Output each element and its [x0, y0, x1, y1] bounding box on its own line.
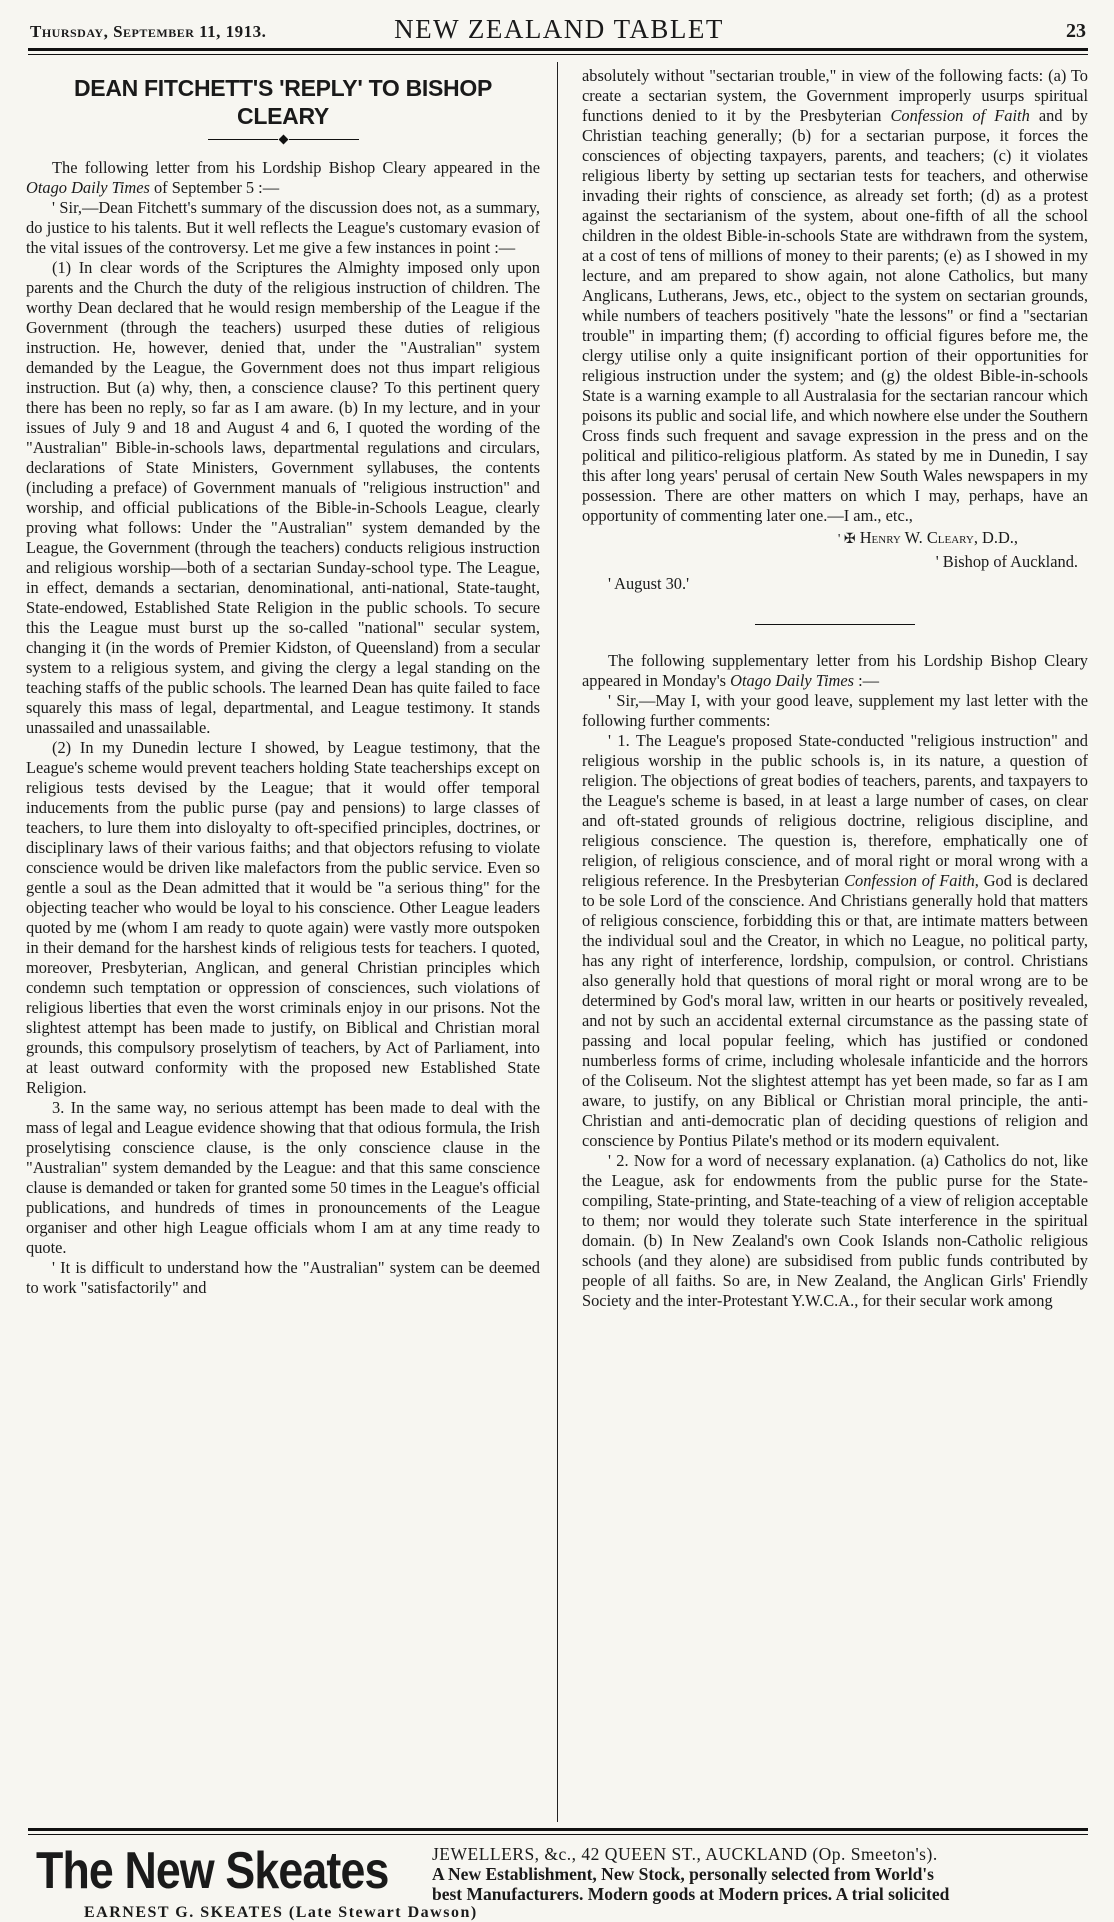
advert-rule-thin: [28, 1834, 1088, 1835]
letter-paragraph: ' 2. Now for a word of necessary explanation. (a) Catholics do not, like the League, ask for endowments from the public purse for the State-compiling, State-printing, and State-teaching of a view of religion acceptable to them; nor would they tolerate such State interference in the spiritual domain. (b) In New Zealand's own Cook Islands non-Catholic religious schools (and they alone) are subsidised from public funds contributed by people of all faiths. So are, in New Zealand, the Anglican Girls' Friendly Society and the inter-Protestant Y.W.C.A., for their secular work among: [582, 1151, 1088, 1310]
letter-paragraph: ' It is difficult to understand how the "Australian" system can be deemed to work "satisfactorily" and: [26, 1258, 540, 1297]
letter-paragraph: 3. In the same way, no serious attempt has been made to deal with the mass of legal and League evidence showing that that odious formula, the Irish proselytising conscience clause, is the only conscience clause in the "Australian" system demanded by the League: and that this same conscience clause is demanded or taken for granted some 50 times in the League's official publications, and hundreds of times in pronouncements of the League organiser and other high League officials whom I am at any time ready to quote.: [26, 1098, 540, 1257]
advert-proprietor: EARNEST G. SKEATES (Late Stewart Dawson): [84, 1904, 478, 1921]
signature-name: ' ✠ Henry W. Cleary, D.D.,: [837, 528, 1018, 547]
advertisement: [28, 1840, 1088, 1921]
article-intro: The following letter from his Lordship Bishop Cleary appeared in the Otago Daily Times of September 5 :—: [26, 158, 540, 197]
letter-paragraph: (1) In clear words of the Scriptures the Almighty imposed only upon parents and the Church the duty of the religious instruction of children. The worthy Dean declared that he would resign membership of the League if the Government (through the teachers) usurped these duties of religious instruction. He, however, denied that, under the "Australian" system demanded by the League, the Government does not thus impart religious instruction. But (a) why, then, a conscience clause? To this pertinent query there has been no reply, so far as I am aware. (b) In my lecture, and in your issues of July 9 and 18 and August 4 and 6, I quoted the wording of the "Australian" Bible-in-schools laws, departmental regulations and circulars, declarations of State Ministers, Government syllabuses, the contents (including a preface) of Government manuals of "religious instruction" and worship, and official publications of the Bible-in-Schools League, clearly proving what follows: Under the "Australian" system demanded by the League, the Government (through the teachers) conducts religious instruction and religious worship—both of a sectarian Sunday-school type. The League, in effect, demands a sectarian, denominational, anti-national, State-taught, State-endowed, Established State Religion in the public schools. To secure this the League must burst up the so-called "national" secular system, changing it (in the words of Premier Kidston, of Queensland) from a secular system to a religious system, and giving the clergy a legal standing on the teaching staffs of the public schools. The learned Dean has quite failed to face squarely this mass of legal, departmental, and League testimony. It stands unassailed and unassailable.: [26, 258, 540, 737]
headline-ornament: [26, 134, 540, 144]
section-separator: [755, 624, 915, 625]
supplement-intro: The following supplementary letter from his Lordship Bishop Cleary appeared in Monday's Otago Daily Times :—: [582, 651, 1088, 690]
diamond-ornament-icon: [278, 134, 288, 144]
advert-rule: [28, 1828, 1088, 1831]
masthead-rule-thin: [28, 54, 1088, 55]
letter-paragraph: (2) In my Dunedin lecture I showed, by League testimony, that the League's scheme would prevent teachers holding State teacherships except on religious tests devised by the League; that it would offer temporal inducements from the public purse (pay and pensions) to large classes of teachers, to lure them into disloyalty to oft-specified principles, doctrines, or disciplinary laws of their various faiths; and that objectors refusing to violate conscience would be driven like malefactors from the public service. Even so gentle a soul as the Dean admitted that it would be "a serious thing" for the objecting teacher who would be loyal to his conscience. Other League leaders quoted by me (whom I am ready to quote again) were vastly more outspoken in their demand for the harshest kinds of religious tests for teachers. I quoted, moreover, Presbyterian, Anglican, and general Christian principles which condemn such temptation or oppression of consciences, such violations of religious liberties that even the worst criminals enjoy in our prisons. Not the slightest attempt has been made to justify, on Biblical and Christian moral grounds, this compulsory proselytism of teachers, by Act of Parliament, into at least outward conformity with the proposed new Established State Religion.: [26, 738, 540, 1097]
advert-text: [432, 1844, 1092, 1904]
newspaper-reference: Otago Daily Times: [26, 178, 150, 197]
article-headline: DEAN FITCHETT'S 'REPLY' TO BISHOP CLEARY: [73, 75, 492, 129]
advert-line: best Manufacturers. Modern goods at Modern prices. A trial solicited: [432, 1884, 950, 1904]
letter-paragraph: ' Sir,—Dean Fitchett's summary of the discussion does not, as a summary, do justice to his talents. But it well reflects the League's customary evasion of the vital issues of the controversy. Let me give a few instances in point :—: [26, 198, 540, 257]
letter-paragraph: ' Sir,—May I, with your good leave, supplement my last letter with the following further comments:: [582, 691, 1088, 730]
cross-icon: ' ✠: [837, 532, 856, 547]
page-number: 23: [1066, 20, 1086, 42]
masthead-rule: [28, 48, 1088, 51]
right-column: [582, 66, 1088, 1311]
left-column: [26, 66, 540, 1298]
advert-line: JEWELLERS, &c., 42 QUEEN ST., AUCKLAND (Op. Smeeton's).: [432, 1844, 938, 1864]
newspaper-title: NEW ZEALAND TABLET: [394, 14, 724, 44]
signature-title: ' Bishop of Auckland.: [935, 552, 1078, 571]
issue-date: Thursday, September 11, 1913.: [30, 22, 267, 41]
advert-business-name: The New Skeates: [36, 1842, 389, 1900]
column-divider: [557, 62, 558, 1822]
letter-paragraph-continued: absolutely without "sectarian trouble," in view of the following facts: (a) To create a sectarian system, the Government improperly usurps spiritual functions denied to it by the Presbyterian Confession of Faith and by Christian teaching generally; (b) for a sectarian purpose, it forces the consciences of objecting taxpayers, parents, and teachers; (c) it violates religious liberty by setting up sectarian tests for teachers, and otherwise invading their rights of conscience, as already set forth; (d) as a protest against the sectarianism of the system, about one-fifth of all the school children in the oldest Bible-in-schools State are withdrawn from the system, at a cost of tens of millions of money to their parents; (e) as I showed in my lecture, and am prepared to show again, not alone Catholics, but many Anglicans, Lutherans, Jews, etc., object to the system on sectarian grounds, while numbers of teachers positively "hate the lessons" or find a "sectarian trouble" in imparting them; (f) according to official figures before me, the clergy utilise only a quite insignificant portion of their opportunities for religious instruction under the system; and (g) the oldest Bible-in-schools State is a warning example to all Australasia for the sectarian rancour which poisons its public and social life, and which nowhere else under the Southern Cross finds such frequent and savage expression in the press and on the political and pilitico-religious platform. As stated by me in Dunedin, I say this after long years' perusal of certain New South Wales newspapers in my possession. There are other matters on which I may, perhaps, have an opportunity of commenting later one.—I am., etc.,: [582, 66, 1088, 525]
letter-date: ' August 30.': [608, 574, 690, 593]
newspaper-reference: Otago Daily Times: [730, 671, 854, 690]
advert-line: A New Establishment, New Stock, personally selected from World's: [432, 1864, 934, 1884]
masthead: [30, 14, 1088, 50]
letter-paragraph: ' 1. The League's proposed State-conducted "religious instruction" and religious worship in the public schools is, in its nature, a question of religion. The objections of great bodies of teachers, parents, and taxpayers to the League's scheme is based, in at least a large number of cases, on clear and oft-stated grounds of religious doctrine, religious discipline, and religious conscience. The question is, therefore, emphatically one of religion, of religious conscience, and of moral right or moral wrong with a religious reference. In the Presbyterian Confession of Faith, God is declared to be sole Lord of the conscience. And Christians generally hold that matters of religious conscience, forbidding this or that, are intimate matters between the individual soul and the Creator, in which no League, no political party, has any right of interference, lordship, compulsion, or control. Christians also generally hold that questions of moral right or moral wrong are to be determined by God's moral law, written in our hearts or positively revealed, and not by such an accidental external circumstance as the passing state of passing and local popular feeling, which has justified or condoned numberless forms of crime, including wholesale infanticide and the horrors of the Coliseum. Not the slightest attempt has yet been made, so far as I am aware, to justify, on any Biblical or Christian moral principle, the anti-Christian and anti-democratic plan of deciding questions of religion and conscience by Pontius Pilate's method or its modern equivalent.: [582, 731, 1088, 1150]
